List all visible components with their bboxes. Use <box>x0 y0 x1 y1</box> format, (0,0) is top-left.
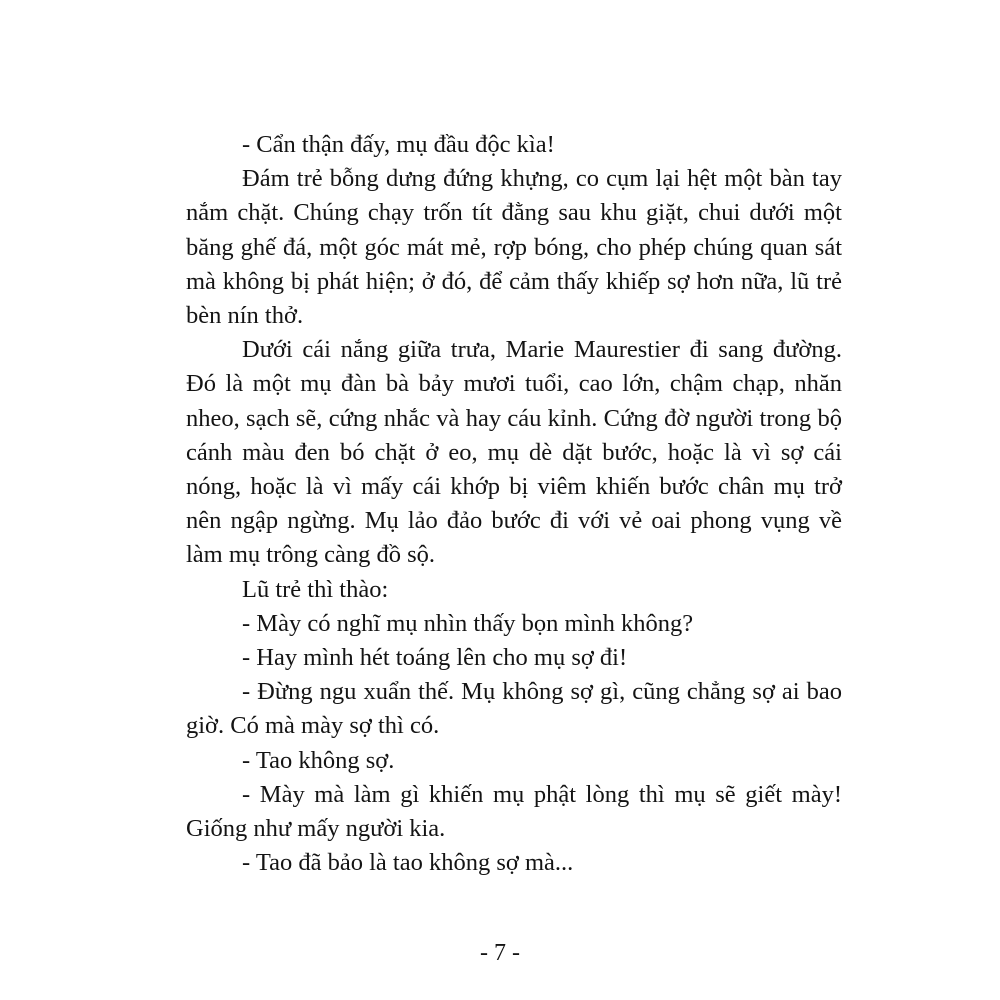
paragraph-1: - Cẩn thận đấy, mụ đầu độc kìa! <box>242 131 555 158</box>
paragraph-5: - Mày có nghĩ mụ nhìn thấy bọn mình không? <box>242 609 694 637</box>
paragraph-4: Lũ trẻ thì thào: <box>242 575 389 603</box>
paragraph-2: Đám trẻ bỗng dưng đứng khựng, co cụm lại hệt một bàn tay nắm chặt. Chúng chạy trốn tít đằng sau khu giặt, chui dưới một băng ghế đá, một góc mát mẻ, rợp bóng, cho phép chúng quan sát mà không bị phát hiện; ở đó, để cảm thấy khiếp sợ hơn nữa, lũ trẻ bèn nín thở. <box>186 165 842 330</box>
page-number: - 7 - <box>480 940 520 966</box>
paragraph-9: - Mày mà làm gì khiến mụ phật lòng thì mụ sẽ giết mày! Giống như mấy người kia. <box>186 780 842 843</box>
paragraph-3: Dưới cái nắng giữa trưa, Marie Maurestier đi sang đường. Đó là một mụ đàn bà bảy mươi tuổi, cao lớn, chậm chạp, nhăn nheo, sạch sẽ, cứng nhắc và hay cáu kỉnh. Cứng đờ người trong bộ cánh màu đen bó chặt ở eo, mụ dè dặt bước, hoặc là vì sợ cái nóng, hoặc là vì mấy cái khớp bị viêm khiến bước chân mụ trở nên ngập ngừng. Mụ lảo đảo bước đi với vẻ oai phong vụng về làm mụ trông càng đồ sộ. <box>186 336 842 569</box>
paragraph-7: - Đừng ngu xuẩn thế. Mụ không sợ gì, cũng chẳng sợ ai bao giờ. Có mà mày sợ thì có. <box>186 678 842 740</box>
paragraph-8: - Tao không sợ. <box>242 746 395 774</box>
paragraph-6: - Hay mình hét toáng lên cho mụ sợ đi! <box>242 644 628 672</box>
page-body-text <box>186 128 842 880</box>
paragraph-10: - Tao đã bảo là tao không sợ mà... <box>242 849 574 877</box>
